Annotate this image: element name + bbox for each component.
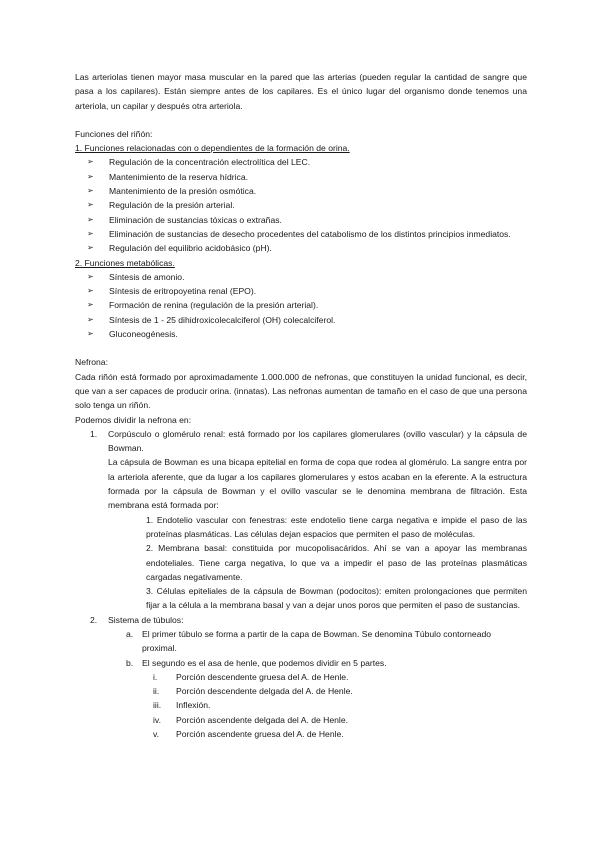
- list-item: 2. Sistema de túbulos: a. El primer túbulo se forma a partir de la capa de Bowman. Se denomina Túbulo contorneado proximal. b. El segundo es el asa de henle, que podemos dividir en 5 partes. i. Porción descendente gruesa del A. de Henle. ii. Porción descendente delgada del A. de Henle. iii. Inflexión. iv. Porción ascendente delgada del A. de Henle. v. Porción ascendente gruesa del A. de Henle.: [75, 613, 527, 742]
- corpusculo-text: Corpúsculo o glomérulo renal: está formado por los capilares glomerulares (ovillo vascular) y la cápsula de Bowman.: [108, 428, 527, 454]
- list-item: ➢ Regulación de la concentración electrolítica del LEC.: [75, 155, 527, 169]
- arrow-bullet-icon: ➢: [87, 228, 94, 238]
- tubulos-text: Sistema de túbulos:: [108, 614, 184, 625]
- tubulos-sublist: [108, 627, 527, 741]
- list-item: iv. Porción ascendente delgada del A. de Henle.: [153, 714, 349, 725]
- intro-paragraph: Las arteriolas tienen mayor masa muscular en la pared que las arterias (pueden regular la cantidad de sangre que pasa a los capilares). Están siempre antes de los capilares. Es el único lugar del organismo donde tenemos una arteriola, un capilar y después otra arteriola.: [75, 72, 527, 111]
- section2-list: [75, 270, 527, 341]
- henle-parts-list: [142, 670, 527, 741]
- bowman-paragraph: La cápsula de Bowman es una bicapa epitelial en forma de copa que rodea al glomérulo. La sangre entra por la arteriola aferente, que da lugar a los capilares glomerulares y estos acaban en la eferente. A la estructura formada por la cápsula de Bowman y el ovillo vascular se le denomina membrana de filtración. Esta membrana está formada por:: [108, 457, 527, 511]
- section1-heading: 1. Funciones relacionadas con o dependientes de la formación de orina.: [75, 143, 350, 154]
- nefrona-divide: Podemos dividir la nefrona en:: [75, 414, 192, 425]
- list-item: ➢ Regulación del equilibrio acidobásico (pH).: [75, 241, 527, 255]
- arrow-bullet-icon: ➢: [87, 186, 94, 196]
- membrane-layer: 1. Endotelio vascular con fenestras: este endotelio tiene carga negativa e impide el paso de las proteínas plasmáticas. Las células dejan espacios que permiten el paso de moléculas.: [146, 514, 527, 539]
- arrow-bullet-icon: ➢: [87, 271, 94, 281]
- list-item: 1. Corpúsculo o glomérulo renal: está formado por los capilares glomerulares (ovillo vascular) y la cápsula de Bowman. La cápsula de Bowman es una bicapa epitelial en forma de copa que rodea al glomérulo. La sangre entra por la arteriola aferente, que da lugar a los capilares glomerulares y estos acaban en la eferente. A la estructura formada por la cápsula de Bowman y el ovillo vascular se le denomina membrana de filtración. Esta membrana está formada por: 1. Endotelio vascular con fenestras: este endotelio tiene carga negativa e impide el paso de las proteínas plasmáticas. Las células dejan espacios que permiten el paso de moléculas. 2. Membrana basal: constituida por mucopolisacáridos. Ahí se van a apoyar las membranas endoteliales. Tiene carga negativa, lo que va a impedir el paso de las proteínas plasmáticas cargadas negativamente. 3. Células epiteliales de la cápsula de Bowman (podocitos): emiten prolongaciones que permiten fijar a la célula a la membrana basal y van a dejar unos poros que permiten el paso de sustancias.: [75, 427, 527, 613]
- funciones-title: Funciones del riñón:: [75, 128, 153, 139]
- arrow-bullet-icon: ➢: [87, 200, 94, 210]
- list-item: ➢ Eliminación de sustancias de desecho procedentes del catabolismo de los distintos principios inmediatos.: [75, 227, 527, 241]
- arrow-bullet-icon: ➢: [87, 214, 94, 224]
- list-item: a. El primer túbulo se forma a partir de la capa de Bowman. Se denomina Túbulo contorneado proximal.: [126, 628, 492, 654]
- list-item: b. El segundo es el asa de henle, que podemos dividir en 5 partes. i. Porción descendente gruesa del A. de Henle. ii. Porción descendente delgada del A. de Henle. iii. Inflexión. iv. Porción ascendente delgada del A. de Henle. v. Porción ascendente gruesa del A. de Henle.: [108, 656, 527, 742]
- arrow-bullet-icon: ➢: [87, 157, 94, 167]
- nefrona-parts-list: [75, 427, 527, 742]
- list-item: ➢ Regulación de la presión arterial.: [75, 198, 527, 212]
- arrow-bullet-icon: ➢: [87, 300, 94, 310]
- list-item: v. Porción ascendente gruesa del A. de Henle.: [153, 729, 344, 740]
- arrow-bullet-icon: ➢: [87, 329, 94, 339]
- nefrona-paragraph: Cada riñón está formado por aproximadamente 1.000.000 de nefronas, que constituyen la unidad funcional, es decir, que van a ser capaces de producir orina. (innatas). Las nefronas aumentan de tamaño en el caso de que una persona solo tenga un riñón.: [75, 371, 527, 411]
- list-item: i. Porción descendente gruesa del A. de Henle.: [153, 671, 349, 682]
- section2-heading: 2. Funciones metabólicas.: [75, 257, 175, 268]
- list-item: ii. Porción descendente delgada del A. de Henle.: [153, 686, 353, 697]
- list-item: ➢ Formación de renina (regulación de la presión arterial).: [75, 298, 527, 312]
- arrow-bullet-icon: ➢: [87, 286, 94, 296]
- membrane-layer: 3. Células epiteliales de la cápsula de Bowman (podocitos): emiten prolongaciones que permiten fijar a la célula a la membrana basal y van a dejar unos poros que permiten el paso de sustancias.: [146, 586, 527, 611]
- arrow-bullet-icon: ➢: [87, 171, 94, 181]
- list-item: ➢ Mantenimiento de la presión osmótica.: [75, 184, 527, 198]
- list-item: ➢ Gluconeogénesis.: [75, 327, 527, 341]
- list-item: ➢ Síntesis de eritropoyetina renal (EPO).: [75, 284, 527, 298]
- section1-list: [75, 155, 527, 255]
- arrow-bullet-icon: ➢: [87, 314, 94, 324]
- list-item: ➢ Síntesis de 1 - 25 dihidroxicolecalciferol (OH) colecalciferol.: [75, 313, 527, 327]
- membrane-layer: 2. Membrana basal: constituida por mucopolisacáridos. Ahí se van a apoyar las membranas endoteliales. Tiene carga negativa, lo que va a impedir el paso de las proteínas plasmáticas cargadas negativamente.: [146, 543, 527, 582]
- list-item: ➢ Síntesis de amonio.: [75, 270, 527, 284]
- list-item: ➢ Mantenimiento de la reserva hídrica.: [75, 170, 527, 184]
- nefrona-title: Nefrona:: [75, 357, 108, 368]
- document-page: [75, 70, 527, 741]
- arrow-bullet-icon: ➢: [87, 243, 94, 253]
- list-item: ➢ Eliminación de sustancias tóxicas o extrañas.: [75, 213, 527, 227]
- list-item: iii. Inflexión.: [153, 700, 211, 711]
